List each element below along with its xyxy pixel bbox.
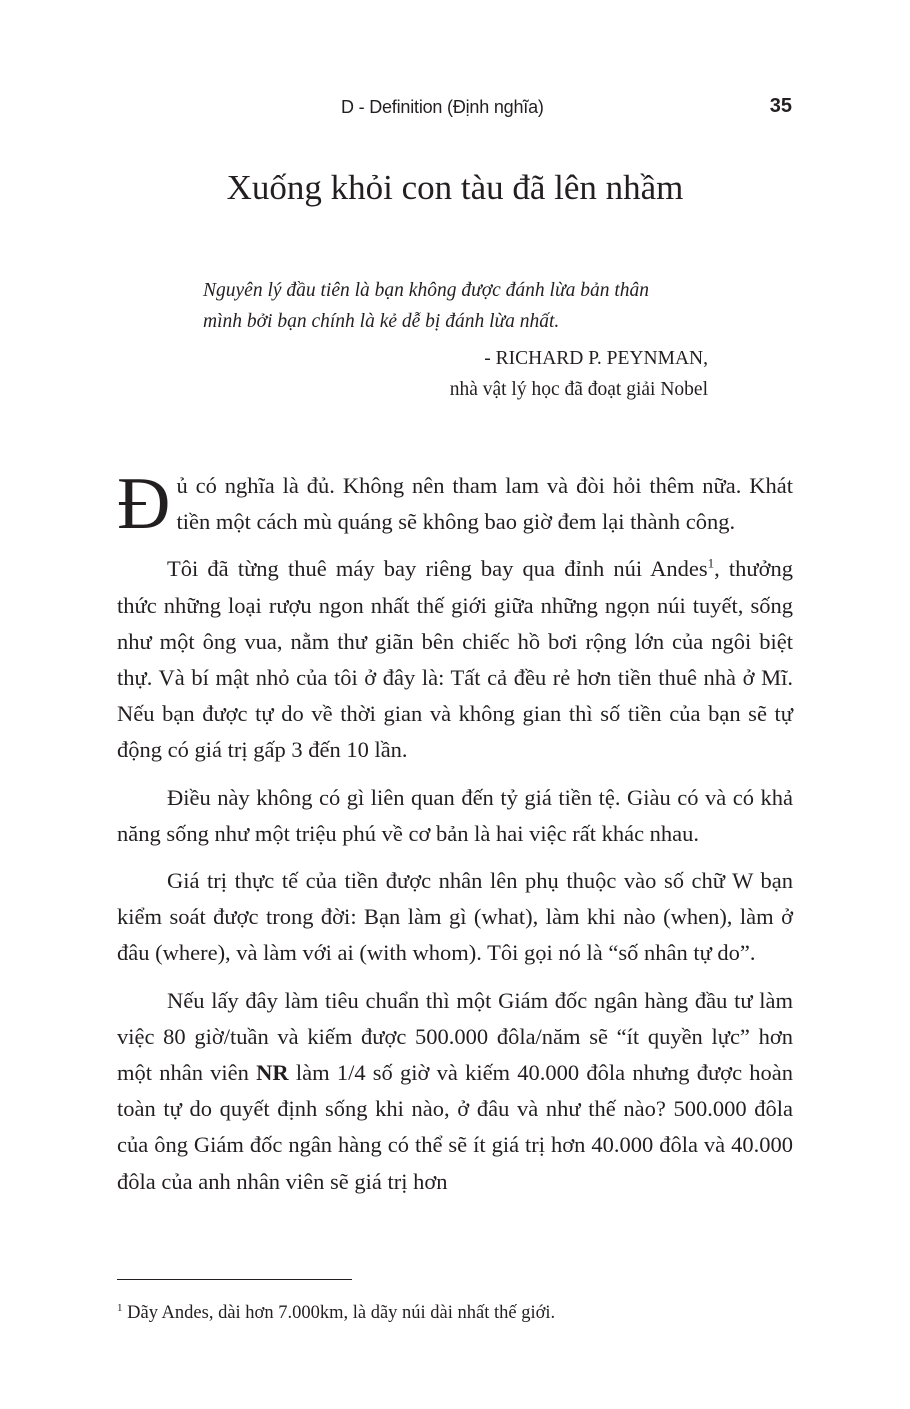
paragraph [117, 983, 793, 1200]
paragraph-text: Nếu lấy đây làm tiêu chuẩn thì một Giám đốc ngân hàng đầu tư làm việc 80 giờ/tuần và kiếm được 500.000 đôla/năm sẽ “ít quyền lực” hơn một nhân viên [117, 987, 793, 1086]
page-number: 35 [769, 95, 792, 117]
footnote-text: Dãy Andes, dài hơn 7.000km, là dãy núi dài nhất thế giới. [127, 1303, 556, 1323]
footnote [117, 1300, 793, 1326]
epigraph-quote-line: mình bởi bạn chính là kẻ dễ bị đánh lừa nhất. [203, 311, 560, 332]
paragraph-text: làm 1/4 số giờ và kiếm 40.000 đôla nhưng được hoàn toàn tự do quyết định sống khi nào, ở đâu và như thế nào? 500.000 đôla của ông Giám đốc ngân hàng có thể sẽ ít giá trị hơn 40.000 đôla và 40.000 đôla của anh nhân viên sẽ giá trị hơn [117, 1060, 794, 1194]
page-header [0, 97, 910, 127]
epigraph-quote-line: Nguyên lý đầu tiên là bạn không được đánh lừa bản thân [203, 280, 649, 301]
epigraph-quote [203, 275, 708, 337]
paragraph [117, 463, 793, 545]
paragraph-text: , thưởng thức những loại rượu ngon nhất thế giới giữa những ngọn núi tuyết, sống như một ông vua, nằm thư giãn bên chiếc hồ bơi rộng lớn của ngôi biệt thự. Và bí mật nhỏ của tôi ở đây là: Tất cả đều rẻ hơn tiền thuê nhà ở Mĩ. Nếu bạn được tự do về thời gian và không gian thì số tiền của bạn sẽ tự động có giá trị gấp 3 đến 10 lần. [117, 556, 793, 763]
epigraph-author: - RICHARD P. PEYNMAN, [484, 348, 708, 369]
footnote-marker: 1 [117, 1301, 123, 1314]
paragraph: Giá trị thực tế của tiền được nhân lên phụ thuộc vào số chữ W bạn kiểm soát được trong đời: Bạn làm gì (what), làm khi nào (when), làm ở đâu (where), và làm với ai (with whom). Tôi gọi nó là “số nhân tự do”. [117, 868, 793, 966]
paragraph [117, 551, 793, 768]
body-text [117, 463, 794, 1211]
epigraph-author-role: nhà vật lý học đã đoạt giải Nobel [449, 379, 708, 400]
footnote-divider [117, 1279, 352, 1280]
paragraph-text: Tôi đã từng thuê máy bay riêng bay qua đỉnh núi Andes [167, 556, 708, 582]
chapter-title: Xuống khỏi con tàu đã lên nhầm [226, 168, 684, 207]
running-title: D - Definition (Định nghĩa) [341, 97, 544, 117]
drop-cap: Đ [117, 463, 171, 545]
paragraph: Điều này không có gì liên quan đến tỷ giá tiền tệ. Giàu có và có khả năng sống như một triệu phú về cơ bản là hai việc rất khác nhau. [117, 784, 793, 846]
footnote-reference[interactable]: 1 [707, 555, 715, 571]
bold-term: NR [256, 1060, 289, 1086]
epigraph [203, 275, 708, 405]
paragraph-text: ủ có nghĩa là đủ. Không nên tham lam và đòi hỏi thêm nữa. Khát tiền một cách mù quáng sẽ không bao giờ đem lại thành công. [176, 473, 793, 535]
